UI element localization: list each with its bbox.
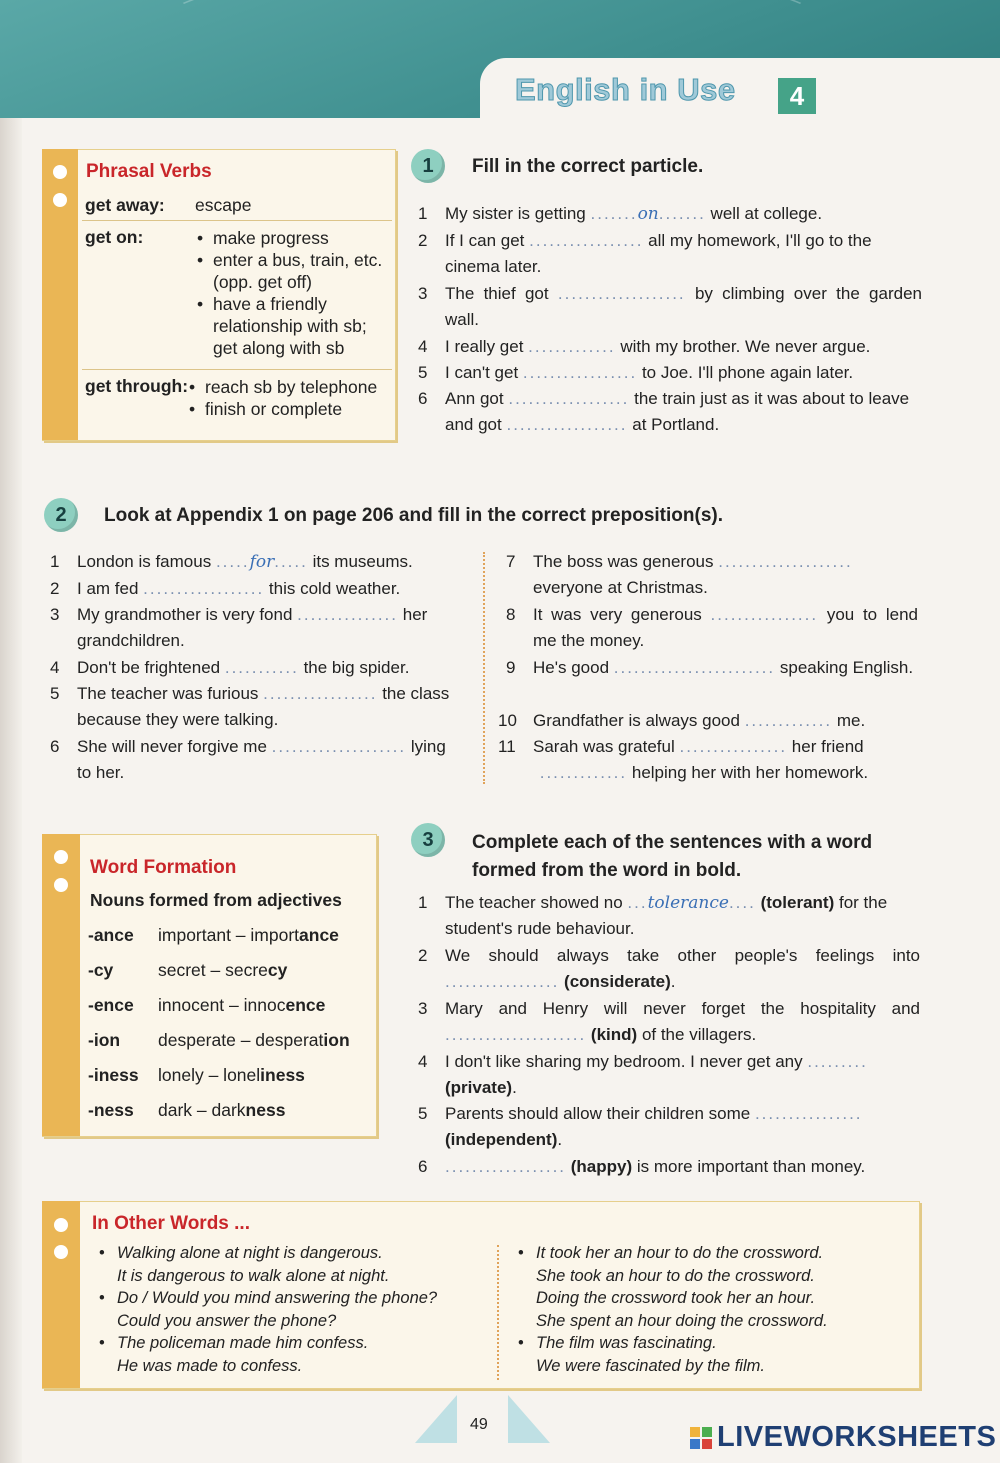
item-text: to Joe. I'll phone again later. <box>641 363 854 382</box>
item-number: 4 <box>418 1052 428 1071</box>
item-text: of the villagers. <box>641 1025 757 1045</box>
answer-text: on <box>637 204 659 224</box>
answer-blank[interactable]: .......on....... <box>590 204 706 224</box>
bullet-dot-icon <box>53 165 67 179</box>
answer-blank[interactable]: .................. <box>508 389 630 408</box>
table-row <box>88 1065 350 1100</box>
exercise-item <box>506 602 918 655</box>
item-text: you to lend me the money. <box>533 605 918 651</box>
item-text: the class because they were talking. <box>77 684 450 730</box>
exercise-item <box>50 549 462 576</box>
bullet-dot-icon <box>53 193 67 207</box>
item-text: the big spider. <box>303 658 410 677</box>
base-word: (kind) <box>590 1025 638 1045</box>
item-text: Ann got <box>445 389 504 408</box>
page-number: 49 <box>470 1416 488 1433</box>
page-corner-decoration <box>508 1395 550 1443</box>
answer-blank[interactable]: ................. <box>529 231 644 250</box>
meaning-item: • have a friendly relationship with sb; get along with sb <box>195 293 392 359</box>
item-number: 2 <box>50 579 60 598</box>
item-text: He's good <box>533 658 610 677</box>
exercise-item <box>50 655 462 682</box>
exercise-item <box>418 386 922 439</box>
answer-blank[interactable]: .................. <box>506 415 628 435</box>
base-word: (independent) <box>445 1130 558 1150</box>
item-text: her grandchildren. <box>77 605 428 651</box>
answer-blank[interactable]: .................. <box>445 1157 567 1176</box>
column-divider <box>497 1245 499 1380</box>
answer-blank[interactable]: ................. <box>445 972 560 992</box>
phrasal-verbs-table <box>82 189 392 424</box>
exercise-item <box>50 681 462 734</box>
item-text: . <box>557 1130 563 1150</box>
answer-blank[interactable]: .....for..... <box>215 552 308 572</box>
item-number: 1 <box>50 552 60 571</box>
liveworksheets-logo-icon <box>690 1427 712 1449</box>
exercise-item <box>418 890 922 943</box>
item-number: 1 <box>418 893 428 912</box>
title-line: formed from the word in bold. <box>472 860 742 881</box>
answer-blank[interactable]: ................ <box>679 737 788 756</box>
meaning-list <box>195 227 392 359</box>
meaning-item: • enter a bus, train, etc. (opp. get off) <box>195 249 392 293</box>
item-text: Parents should allow their children some <box>445 1104 751 1123</box>
in-other-words-title: In Other Words ... <box>92 1213 250 1234</box>
answer-blank[interactable]: ......... <box>807 1052 868 1071</box>
answer-text: for <box>249 552 275 572</box>
table-row <box>88 1100 350 1135</box>
item-text: The teacher was furious <box>77 684 259 703</box>
answer-blank[interactable]: .................... <box>271 737 407 756</box>
word-formation-title: Word Formation <box>90 857 237 878</box>
example: dark – darkness <box>158 1100 286 1120</box>
exercise-item <box>418 360 922 387</box>
answer-blank[interactable]: ............. <box>744 711 833 730</box>
item-number: 11 <box>498 737 516 756</box>
item-text: its museums. <box>312 552 413 571</box>
base-word: (happy) <box>570 1157 633 1176</box>
item-number: 2 <box>418 946 428 965</box>
exercise-2-title: Look at Appendix 1 on page 206 and fill in the correct preposition(s). <box>104 505 723 526</box>
exercise-item <box>418 1049 922 1102</box>
answer-blank[interactable]: .................... <box>718 552 853 571</box>
exercise-item <box>50 576 462 603</box>
answer-blank[interactable]: ........... <box>224 658 299 677</box>
item-number: 10 <box>498 711 517 730</box>
item-text: lying to her. <box>77 737 446 783</box>
suffix: -ence <box>88 995 134 1015</box>
item-number: 2 <box>418 231 428 250</box>
item-number: 6 <box>418 1157 428 1176</box>
item-text: The boss was generous <box>533 552 714 571</box>
item-text: everyone at Christmas. <box>533 578 708 598</box>
bullet-dot-icon <box>54 1218 68 1232</box>
exercise-3-number: 3 <box>411 823 445 857</box>
phrasal-verb: get away: <box>85 195 165 215</box>
exercise-2-number: 2 <box>44 498 78 532</box>
item-text: I don't like sharing my bedroom. I never get any <box>445 1052 803 1071</box>
item-number: 6 <box>418 389 428 408</box>
exercise-item <box>506 549 918 602</box>
page-title: English in Use <box>515 72 736 107</box>
base-word: (tolerant) <box>760 893 835 912</box>
exercise-item <box>418 1154 922 1181</box>
item-text: her friend <box>791 737 864 756</box>
item-text: all my homework, I'll go to the cinema later. <box>445 231 872 277</box>
base-word: (considerate) <box>564 972 671 992</box>
example: desperate – desperation <box>158 1030 350 1050</box>
column-divider <box>483 552 485 784</box>
phrasal-verb-meaning: escape <box>195 195 252 215</box>
bullet-dot-icon <box>54 878 68 892</box>
other-words-left-list <box>95 1242 490 1377</box>
item-number: 7 <box>506 552 516 571</box>
item-text: The teacher showed no <box>445 893 623 912</box>
item-number: 3 <box>50 605 60 624</box>
answer-blank[interactable]: ............. <box>533 763 628 783</box>
meaning-item: • make progress <box>195 227 392 249</box>
base-word: (private) <box>445 1078 513 1098</box>
answer-blank[interactable]: ............... <box>297 605 399 624</box>
item-text: I can't get <box>445 363 519 382</box>
answer-blank[interactable]: ................... <box>557 284 686 303</box>
exercise-item <box>418 334 922 361</box>
exercise-1-number: 1 <box>411 149 445 183</box>
exercise-item <box>498 734 918 787</box>
phrasal-verb-row <box>82 370 392 425</box>
table-row <box>88 995 350 1030</box>
item-text: I really get <box>445 337 524 356</box>
item-text: is more important than money. <box>636 1157 866 1176</box>
item-text: for the student's rude behaviour. <box>445 893 888 939</box>
exercise-item <box>418 1101 922 1154</box>
answer-blank[interactable]: ................. <box>263 684 378 703</box>
suffix: -ion <box>88 1030 121 1050</box>
item-number: 3 <box>418 999 428 1018</box>
phrasal-verb: get on: <box>85 227 144 247</box>
item-number: 5 <box>50 684 60 703</box>
answer-blank[interactable]: ................ <box>710 605 819 624</box>
item-text: speaking English. <box>779 658 914 677</box>
item-text: this cold weather. <box>268 579 401 598</box>
item-text: at Portland. <box>632 415 720 435</box>
list-item: • The film was fascinating. We were fascinated by the film. <box>514 1332 914 1377</box>
item-text: Don't be frightened <box>77 658 221 677</box>
answer-blank[interactable]: .................. <box>143 579 265 598</box>
table-row <box>88 1030 350 1065</box>
word-formation-subtitle: Nouns formed from adjectives <box>90 890 342 910</box>
unit-badge: 4 <box>778 78 816 114</box>
phrasal-verbs-title: Phrasal Verbs <box>86 161 212 182</box>
example: secret – secrecy <box>158 960 288 980</box>
item-text: helping her with her homework. <box>631 763 869 783</box>
exercise-item <box>50 602 462 655</box>
phrasal-verb-row <box>82 189 392 221</box>
item-text: well at college. <box>710 204 823 223</box>
meaning-item: • reach sb by telephone <box>187 376 392 398</box>
example: innocent – innocence <box>158 995 326 1015</box>
item-number: 5 <box>418 363 428 382</box>
item-text: The thief got <box>445 284 549 303</box>
list-item: • Do / Would you mind answering the phone? Could you answer the phone? <box>95 1287 490 1332</box>
item-number: 8 <box>506 605 516 624</box>
item-text: Mary and Henry will never forget the hospitality and <box>445 999 920 1018</box>
item-text: Grandfather is always good <box>533 711 740 730</box>
exercise-3-title <box>472 829 872 885</box>
exercise-item <box>418 996 922 1049</box>
answer-blank[interactable]: ................. <box>522 363 638 382</box>
item-number: 9 <box>506 658 516 677</box>
exercise-item <box>506 655 918 708</box>
item-text: She will never forgive me <box>77 737 267 756</box>
exercise-item <box>418 281 922 334</box>
bullet-dot-icon <box>54 1245 68 1259</box>
answer-blank[interactable]: ................ <box>754 1104 863 1123</box>
page-corner-decoration <box>415 1395 457 1443</box>
answer-blank[interactable]: ............. <box>528 337 616 356</box>
example: lonely – loneliness <box>158 1065 305 1085</box>
item-text: My sister is getting <box>445 204 586 223</box>
item-number: 1 <box>418 204 428 223</box>
exercise-item <box>498 708 918 735</box>
item-text: me. <box>836 711 866 730</box>
table-row <box>88 960 350 995</box>
item-number: 4 <box>50 658 60 677</box>
other-words-right-list <box>514 1242 914 1377</box>
table-row <box>88 925 350 960</box>
item-text: It was very generous <box>533 605 702 624</box>
suffix: -iness <box>88 1065 139 1085</box>
answer-blank[interactable]: ........................ <box>613 658 776 677</box>
list-item: • It took her an hour to do the crossword. She took an hour to do the crossword. Doing the crossword took her an hour. She spent an hour doing the crossword. <box>514 1242 914 1332</box>
exercise-1-title: Fill in the correct particle. <box>472 156 704 177</box>
item-text: . <box>512 1078 517 1098</box>
word-formation-table <box>88 925 350 1135</box>
meaning-item: • finish or complete <box>187 398 392 420</box>
item-number: 3 <box>418 284 428 303</box>
item-text: Sarah was grateful <box>533 737 675 756</box>
item-text: by climbing over the garden wall. <box>445 284 922 330</box>
answer-text: tolerance <box>647 893 729 913</box>
suffix: -ance <box>88 925 134 945</box>
item-text: the train just as it was about to leave and got <box>445 389 910 435</box>
bullet-dot-icon <box>54 850 68 864</box>
meaning-list <box>187 376 392 420</box>
item-number: 5 <box>418 1104 428 1123</box>
item-text: I am fed <box>77 579 139 598</box>
item-text: We should always take other people's feelings into <box>445 946 920 965</box>
answer-blank[interactable]: ...tolerance.... <box>627 893 756 913</box>
suffix: -cy <box>88 960 114 980</box>
example: important – importance <box>158 925 339 945</box>
item-text: . <box>670 972 676 992</box>
exercise-item <box>418 943 922 996</box>
list-item: • Walking alone at night is dangerous. It is dangerous to walk alone at night. <box>95 1242 490 1287</box>
answer-blank[interactable]: ..................... <box>445 1025 587 1045</box>
item-number: 6 <box>50 737 60 756</box>
page-binding-edge <box>0 118 22 1463</box>
item-text: London is famous <box>77 552 212 571</box>
phrasal-verb-row <box>82 221 392 370</box>
item-number: 4 <box>418 337 428 356</box>
liveworksheets-brand[interactable]: LIVEWORKSHEETS <box>717 1421 997 1453</box>
item-text: with my brother. We never argue. <box>620 337 871 356</box>
list-item: • The policeman made him confess. He was made to confess. <box>95 1332 490 1377</box>
title-line: Complete each of the sentences with a word <box>472 832 873 853</box>
exercise-item <box>418 228 922 281</box>
item-text: If I can get <box>445 231 525 250</box>
exercise-item <box>50 734 462 787</box>
item-text: My grandmother is very fond <box>77 605 293 624</box>
exercise-item <box>418 201 922 228</box>
phrasal-verb: get through: <box>85 376 189 396</box>
suffix: -ness <box>88 1100 134 1120</box>
